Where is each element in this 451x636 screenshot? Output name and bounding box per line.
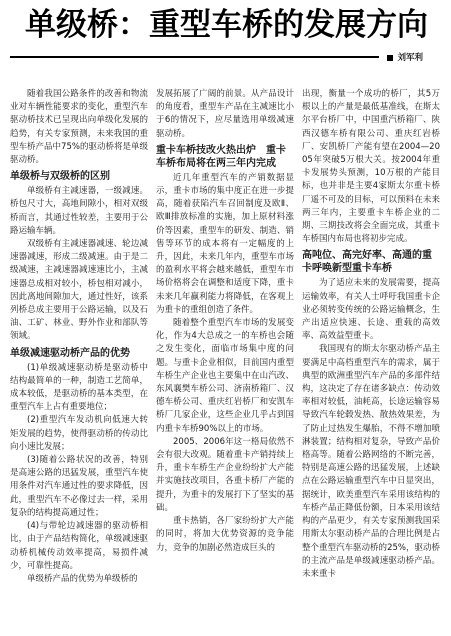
column-1 [10,88,148,636]
section-heading: 重卡车桥技改火热出炉 重卡车桥布局将在两三年内完成 [156,144,286,169]
paragraph: 重卡热销，各厂家纷纷扩大产能的同时，将加大优势资源的竞争能力，竞争的加剧必然造成巨头的 [156,516,294,553]
article-body [10,88,443,636]
column-2 [156,88,294,636]
title-rule [10,56,379,58]
square-bullet-icon [387,55,393,61]
paragraph: 单级桥有主减速器，一级减速。桥包尺寸大，高地间隙小，相对双级桥而言，其通过性较差，主要用于公路运输车辆。 [10,186,148,236]
byline [387,51,423,63]
section-heading: 单级桥与双级桥的区别 [10,171,110,183]
paragraph: 单级桥产品的优势为单级桥的 [27,573,138,584]
paragraph: 为了适应未来的发展需要，提高运输效率，有关人士呼吁我国重卡企业必须转变传统的公路运输概念，生产出适应快速、长途、重载的高效率、高效益型重卡。 [302,278,440,342]
paragraph: 随着整个重型汽车市场的发展变化，作为4大总成之一的车桥也会随之发生变化，面临市场集中度的问题。与重卡企业相似，目前国内重型车桥生产企业也主要集中在山汽改、东风襄樊车桥公司、济南桥箱厂、汉德车桥公司、重庆红岩桥厂和安凯车桥厂几家企业，这些企业几乎占到国内重卡车桥90%以上的市场。 [156,318,294,434]
paragraph: 2005、2006年这一格局依然不会有很大改观。随着重卡产销持续上升，重卡车桥生产企业纷纷扩大产能并实施技改项目，各重卡桥厂产能的提升，为重卡的发展打下了坚实的基础。 [156,436,294,513]
paragraph: (1)单级减速驱动桥是驱动桥中结构最简单的一种，制造工艺简单，成本较低，是驱动桥的基本类型，在重型汽车上占有重要地位； [10,362,148,413]
paragraph: (4)与带轮边减速器的驱动桥相比，由于产品结构简化，单级减速驱动桥机械传动效率提高，易损件减少，可靠性提高。 [10,521,148,571]
paragraph: (2)重型汽车发动机向低速大转矩发展的趋势，使得驱动桥的传动比向小速比发展； [10,415,148,452]
paragraph: 我国现有的斯太尔驱动桥产品主要满足中高档重型汽车的需求，属于典型的欧洲重型汽车产品的多部件结构，这决定了存在诸多缺点：传动效率相对较低，油耗高，长途运输容易导致汽车轮毂发热、散热效果差，为了防止过热发生爆胎，不得不增加喷淋装置；结构相对复杂，导致产品价格高等。随着公路网络的不断完善，特别是高速公路的迅猛发展，上述缺点在公路运输重型汽车中日显突出，据统计，欧美重型汽车采用该结构的车桥产品正降低份额，日本采用该结构的产品更少，有关专家预测我国采用斯太尔驱动桥产品的合理比例是占整个重型汽车驱动桥的25%，驱动桥的主流产品是单级减速驱动桥产品。未来重卡 [302,344,440,579]
paragraph: 发展拓展了广阔的前景。从产品设计的角度看，重型车产品在主减速比小于6的情况下，应尽量选用单级减速驱动桥。 [156,89,294,139]
section-heading: 单级减速驱动桥产品的优势 [10,347,130,359]
paragraph: 近几年重型汽车的产销数据显示，重卡市场的集中度正在进一步提高，随着获陷汽车召回制度及欧Ⅱ、欧Ⅲ排放标准的实施，加上原材料涨价等因素，重型车的研发、制造、销售等环节的成本将有一定幅度的上升，因此，未来几年内，重型车市场的盈利水平将会越来越低，重型车市场价格将会在调整和适度下降，重卡未来几年赢利能力将降低，在客观上为重卡的重组创造了条件。 [156,172,294,315]
article-title: 单级桥：重型车桥的发展方向 [25,7,428,43]
section-heading: 高吨位、高完好率、高通的重卡呼唤新型重卡车桥 [302,250,432,275]
column-3 [302,88,440,636]
author-name: 刘军利 [397,53,423,63]
paragraph: 出现，衡量一个成功的桥厂，其5万根以上的产量是最低基准线，在斯太尔平台桥厂中，中国重汽桥箱厂、陕西汉德车桥有限公司、重庆红岩桥厂、安凯桥厂产能有望在2004—2005年突破5万根大关。按2004年重卡发展势头预测，10万根的产能目标，也并非是主要4家斯太尔重卡桥厂遥不可及的目标，可以预料在未来两三年内，主要重卡车桥企业的二期、三期技改将会全面完成，其重卡车桥国内布局也将初步完成。 [302,89,440,245]
byline-row [10,46,443,68]
paragraph: 双级桥有主减速器减速、轮边减速器减速，形成二级减速。由于是二级减速，主减速器减速速比小，主减速器总成相对较小，桥包相对减小，因此离地间隙加大，通过性好，该系列桥总成主要用于公路运输，以及石油、工矿、林业、野外作业和部队等领域。 [10,239,148,342]
paragraph: 随着我国公路条件的改善和物流业对车辆性能要求的变化，重型汽车驱动桥技术已呈现出向单级化发展的趋势，有关专家预测，未来我国的重型车桥产品中75%的驱动桥将是单级驱动桥。 [10,89,148,166]
paragraph: (3)随着公路状况的改善，特别是高速公路的迅猛发展，重型汽车使用条件对汽车通过性的要求降低，因此，重型汽车不必像过去一样，采用复杂的结构提高通过性； [10,455,148,518]
